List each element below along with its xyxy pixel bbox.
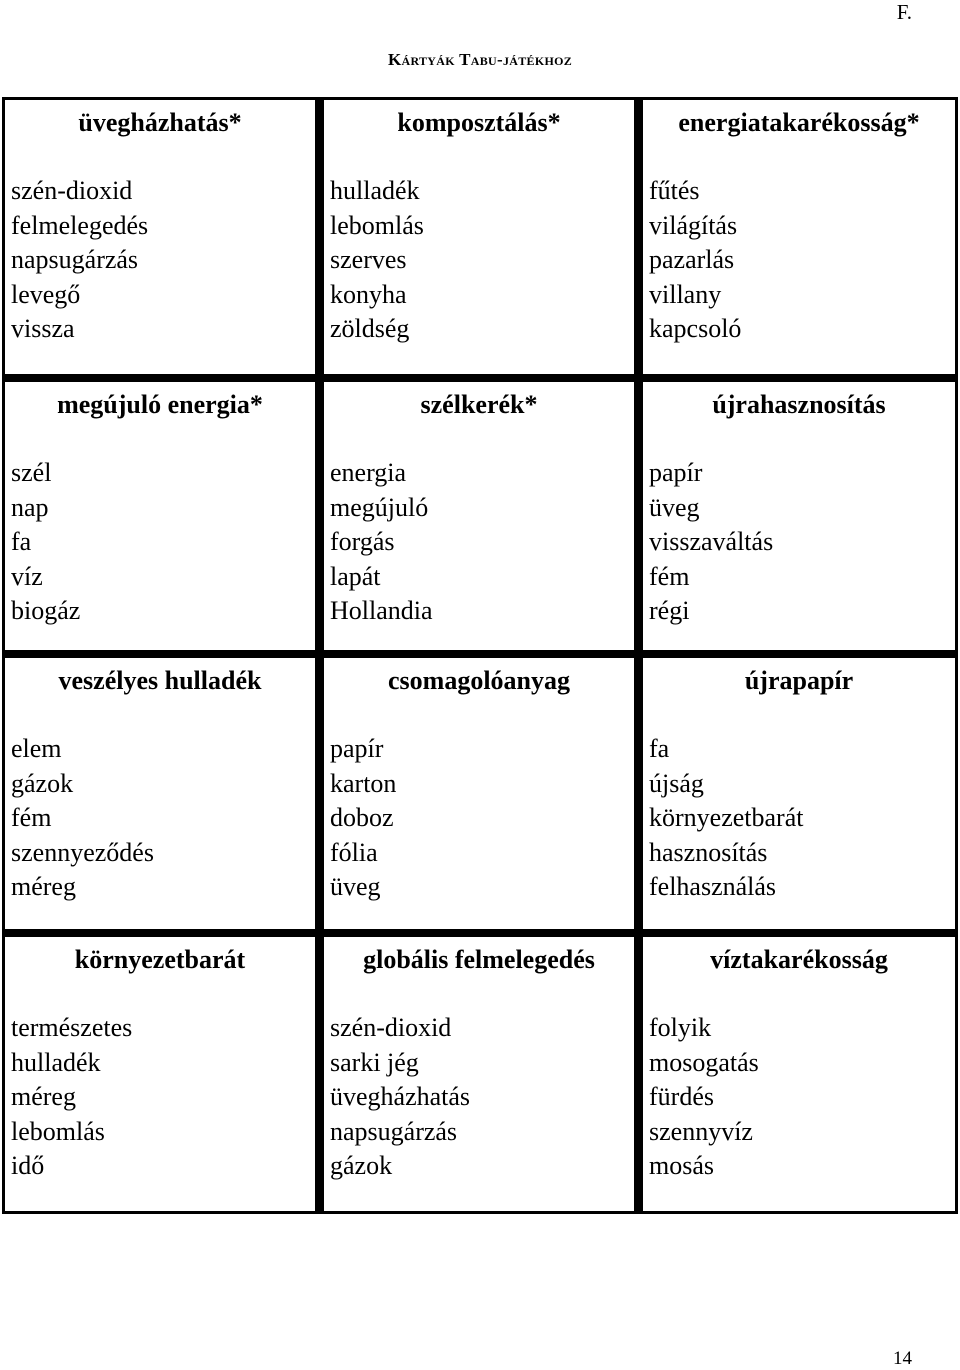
forbidden-word: méreg [11, 1082, 76, 1111]
forbidden-word: szennyvíz [649, 1116, 753, 1146]
corner-mark: F. [896, 0, 912, 24]
taboo-card [323, 99, 635, 375]
card-title: újrapapír [744, 666, 854, 695]
forbidden-word: gázok [330, 1151, 393, 1180]
forbidden-word-list [11, 456, 80, 629]
forbidden-word: Hollandia [330, 596, 433, 625]
forbidden-word: szél [11, 458, 52, 487]
forbidden-word: hulladék [330, 176, 420, 205]
forbidden-word: idő [11, 1151, 45, 1180]
card-title: újrahasznosítás [712, 390, 886, 419]
forbidden-word: fém [11, 803, 52, 832]
card-title: csomagolóanyag [388, 666, 570, 695]
forbidden-word: felmelegedés [11, 210, 149, 240]
forbidden-word: nap [11, 492, 49, 522]
forbidden-word: fém [649, 561, 690, 591]
forbidden-word: napsugárzás [11, 245, 139, 274]
taboo-card [323, 381, 635, 651]
forbidden-word: hasznosítás [649, 837, 768, 867]
card-title: üvegházhatás* [78, 108, 242, 137]
forbidden-word-list [330, 1011, 470, 1184]
forbidden-word: sarki jég [330, 1047, 419, 1077]
forbidden-word: levegő [11, 279, 81, 309]
forbidden-word: megújuló [330, 492, 429, 522]
forbidden-word: természetes [11, 1013, 133, 1042]
taboo-card-grid [2, 97, 958, 1214]
forbidden-word: üvegházhatás [330, 1082, 471, 1111]
page-number: 14 [893, 1348, 912, 1369]
taboo-card [642, 381, 956, 651]
forbidden-word: szén-dioxid [11, 176, 133, 205]
forbidden-word: víz [11, 561, 43, 591]
taboo-card [4, 381, 316, 651]
card-title: megújuló energia* [57, 390, 263, 419]
card-title: globális felmelegedés [363, 945, 595, 974]
card-title: komposztálás* [397, 108, 561, 137]
forbidden-word: napsugárzás [330, 1116, 458, 1146]
forbidden-word: forgás [330, 527, 395, 556]
forbidden-word: újság [649, 768, 704, 798]
taboo-card [323, 936, 635, 1212]
forbidden-word-list [11, 732, 154, 905]
forbidden-word: biogáz [11, 596, 81, 625]
forbidden-word: lapát [330, 561, 381, 591]
forbidden-word-list [649, 732, 803, 905]
taboo-card [4, 936, 316, 1212]
taboo-card [642, 936, 956, 1212]
forbidden-word: fa [11, 527, 32, 556]
forbidden-word-list [649, 174, 741, 347]
forbidden-word: konyha [330, 279, 407, 309]
forbidden-word: visszaváltás [649, 527, 774, 556]
forbidden-word: fürdés [649, 1082, 714, 1111]
card-title: veszélyes hulladék [58, 666, 262, 695]
page-title: Kártyák Tabu-játékhoz [387, 50, 573, 69]
forbidden-word: üveg [649, 492, 700, 522]
forbidden-word: fűtés [649, 176, 700, 205]
forbidden-word: kapcsoló [649, 314, 742, 343]
forbidden-word: papír [330, 734, 384, 763]
forbidden-word: környezetbarát [649, 803, 804, 832]
forbidden-word: karton [330, 768, 397, 798]
forbidden-word: lebomlás [330, 210, 424, 240]
taboo-card [323, 657, 635, 930]
forbidden-word: felhasználás [649, 872, 777, 901]
forbidden-word: fa [649, 734, 670, 763]
forbidden-word-list [649, 456, 773, 629]
forbidden-word: zöldség [330, 314, 410, 343]
forbidden-word: méreg [11, 872, 76, 901]
forbidden-word: szennyeződés [11, 837, 154, 867]
forbidden-word: papír [649, 458, 703, 487]
taboo-card [642, 657, 956, 930]
forbidden-word: üveg [330, 872, 381, 901]
forbidden-word: mosogatás [649, 1047, 759, 1077]
forbidden-word: fólia [330, 837, 378, 867]
forbidden-word-list [330, 456, 433, 629]
forbidden-word: energia [330, 458, 407, 487]
forbidden-word: szén-dioxid [330, 1013, 452, 1042]
card-title: szélkerék* [420, 390, 538, 419]
taboo-card [4, 99, 316, 375]
forbidden-word: villany [649, 279, 722, 309]
forbidden-word-list [330, 732, 396, 905]
card-title: környezetbarát [74, 945, 246, 974]
forbidden-word-list [11, 1011, 132, 1184]
forbidden-word-list [330, 174, 424, 347]
forbidden-word: mosás [649, 1151, 714, 1180]
forbidden-word-list [649, 1011, 759, 1184]
forbidden-word: lebomlás [11, 1116, 105, 1146]
taboo-card [642, 99, 956, 375]
forbidden-word-list [11, 174, 148, 347]
forbidden-word: vissza [11, 314, 75, 343]
forbidden-word: világítás [649, 210, 738, 240]
forbidden-word: szerves [330, 245, 407, 274]
card-title: víztakarékosság [710, 945, 888, 974]
forbidden-word: elem [11, 734, 62, 763]
forbidden-word: doboz [330, 803, 394, 832]
forbidden-word: pazarlás [649, 245, 735, 274]
taboo-card [4, 657, 316, 930]
forbidden-word: folyik [649, 1013, 712, 1042]
forbidden-word: régi [649, 596, 690, 625]
forbidden-word: gázok [11, 768, 74, 798]
forbidden-word: hulladék [11, 1047, 101, 1077]
card-title: energiatakarékosság* [678, 108, 920, 137]
